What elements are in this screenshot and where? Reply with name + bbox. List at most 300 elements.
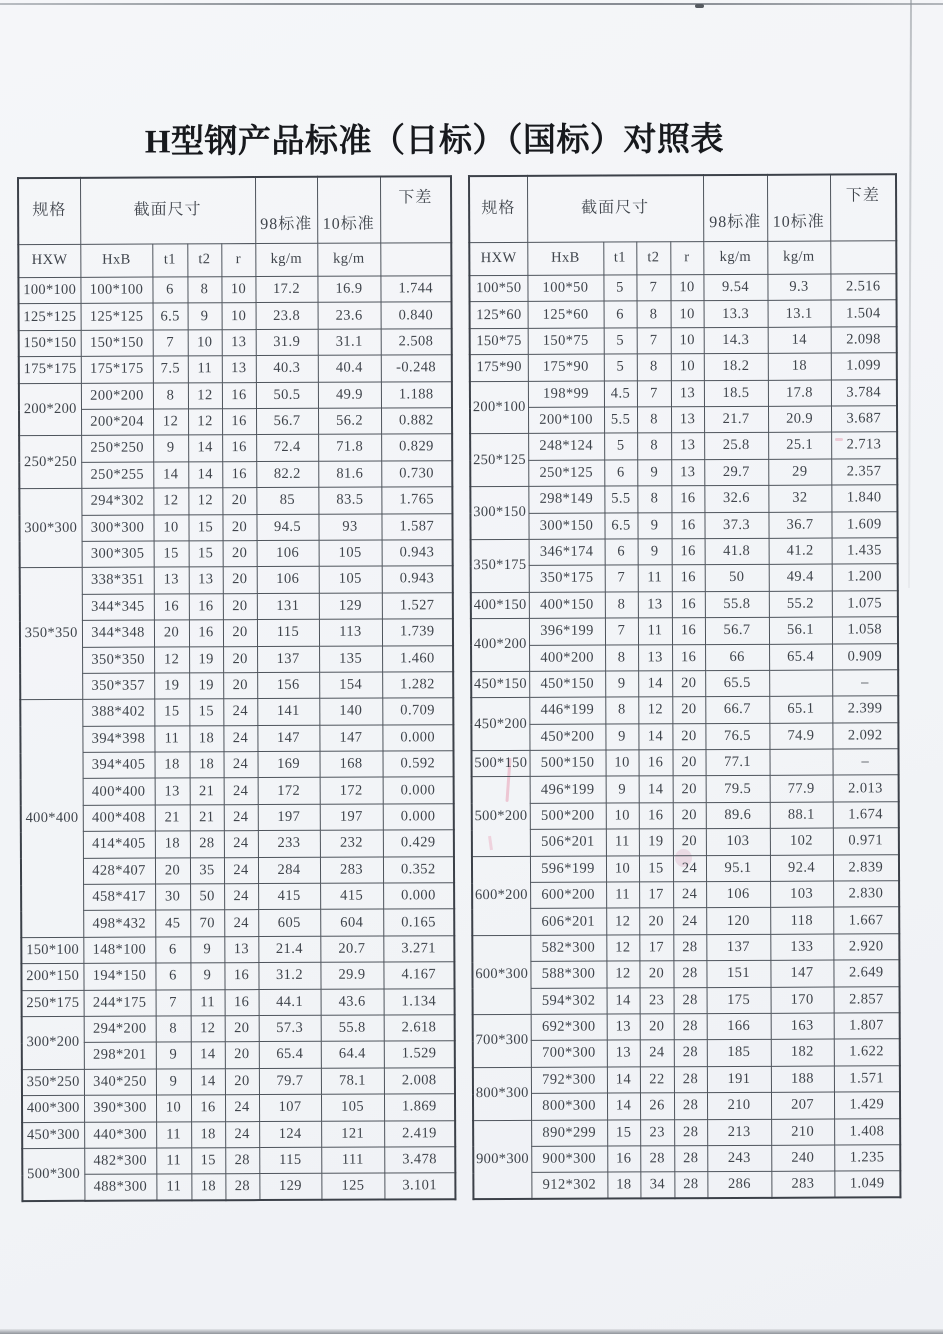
data-cell: 10 [221, 277, 255, 304]
data-cell: 24 [224, 778, 258, 805]
data-cell: 30 [155, 884, 190, 911]
data-cell: 105 [319, 566, 382, 593]
data-cell: 11 [638, 618, 672, 645]
data-cell: – [832, 670, 898, 697]
data-cell: 125*60 [528, 301, 604, 328]
header-t2: t2 [636, 242, 670, 275]
header-empty [380, 243, 451, 276]
data-cell: 21.7 [704, 406, 768, 433]
data-cell: 24 [224, 910, 258, 937]
table-row [19, 329, 452, 357]
table-row [473, 1013, 900, 1041]
data-cell: 10 [606, 803, 639, 830]
data-cell: 172 [320, 777, 383, 804]
data-cell: 25.1 [768, 432, 831, 459]
data-cell: 72.4 [256, 435, 318, 462]
header-hxb: HxB [527, 242, 603, 275]
data-cell: 1.099 [831, 353, 897, 380]
data-cell: 14.3 [704, 327, 768, 354]
standards-table-right [468, 173, 901, 1201]
spec-cell: 500*300 [22, 1148, 84, 1201]
spec-cell: 250*250 [19, 436, 81, 489]
header-deviation: 下差 [380, 176, 451, 243]
data-cell: 43.6 [321, 989, 384, 1016]
data-cell: 20 [673, 750, 706, 777]
data-cell: 6 [604, 301, 637, 328]
data-cell: 1.840 [831, 485, 897, 512]
data-cell: 124 [259, 1121, 321, 1148]
data-cell: 20 [223, 567, 257, 594]
data-cell: 137 [706, 934, 770, 961]
data-cell: 0.909 [832, 643, 898, 670]
data-cell: 100*50 [527, 275, 603, 302]
data-cell: 2.618 [384, 1015, 455, 1042]
data-cell: 14 [607, 987, 640, 1014]
table-row [21, 830, 454, 858]
data-cell: 16.9 [317, 276, 380, 303]
table-row [18, 276, 451, 304]
data-cell: 17 [639, 935, 673, 962]
header-section-size: 截面尺寸 [80, 177, 255, 245]
data-cell: 10 [188, 330, 222, 357]
data-cell: 120 [706, 908, 770, 935]
data-cell: 40.4 [318, 355, 381, 382]
data-cell: 700*300 [531, 1040, 607, 1067]
data-cell: 250*255 [81, 462, 153, 489]
data-cell: 2.713 [831, 432, 897, 459]
data-cell: 23.6 [318, 302, 381, 329]
data-cell: 604 [320, 909, 383, 936]
data-cell: 79.5 [706, 776, 770, 803]
table-row [21, 936, 454, 964]
data-cell: 16 [222, 435, 256, 462]
data-cell: 9 [190, 937, 224, 964]
data-cell: 70 [190, 910, 224, 937]
data-cell: 147 [257, 725, 319, 752]
spec-cell: 125*125 [19, 304, 81, 331]
table-row [473, 1145, 900, 1173]
data-cell: 20 [222, 488, 256, 515]
data-cell: 103 [706, 829, 770, 856]
data-cell: 191 [707, 1066, 771, 1093]
data-cell: 14 [639, 776, 673, 803]
data-cell: 8 [637, 433, 671, 460]
data-cell: 18 [155, 831, 190, 858]
data-cell: 1.429 [834, 1092, 900, 1119]
data-cell: 11 [606, 882, 639, 909]
table-row [471, 722, 898, 750]
data-cell: 14 [638, 723, 672, 750]
data-cell: 1.075 [832, 590, 898, 617]
data-cell: 233 [258, 831, 320, 858]
data-cell: 16 [222, 409, 256, 436]
data-cell: 137 [257, 646, 319, 673]
data-cell: 400*400 [83, 778, 155, 805]
header-row-2 [469, 241, 896, 276]
data-cell: 28 [190, 831, 224, 858]
data-cell: 15 [191, 1148, 225, 1175]
data-cell: 8 [156, 1016, 191, 1043]
data-cell: 12 [606, 961, 639, 988]
data-cell: 8 [637, 486, 671, 513]
data-cell: 9 [638, 539, 672, 566]
data-cell: 1.571 [834, 1066, 900, 1093]
data-cell: 16 [191, 1095, 225, 1122]
data-cell: 106 [257, 540, 319, 567]
data-cell: 115 [257, 619, 319, 646]
data-cell: 7 [637, 380, 671, 407]
data-cell: 24 [225, 1121, 259, 1148]
data-cell: 16 [189, 593, 223, 620]
header-t1: t1 [603, 242, 636, 275]
data-cell: 19 [189, 673, 223, 700]
data-cell: 294*302 [81, 488, 153, 515]
data-cell: 496*199 [530, 777, 606, 804]
data-cell: 185 [707, 1040, 771, 1067]
spec-cell: 400*300 [22, 1095, 84, 1122]
data-cell: 12 [188, 409, 222, 436]
data-cell: 65.1 [769, 696, 832, 723]
table-row [472, 881, 899, 909]
data-cell: 20 [225, 1068, 259, 1095]
data-cell: 66 [705, 644, 769, 671]
data-cell: 105 [319, 540, 382, 567]
data-cell: 2.098 [831, 327, 897, 354]
data-cell: 283 [320, 857, 383, 884]
spec-cell: 300*300 [19, 488, 81, 567]
data-cell: 74.9 [769, 723, 832, 750]
data-cell: 298*201 [84, 1042, 156, 1069]
table-row [19, 381, 452, 409]
data-cell: 9.54 [703, 274, 767, 301]
data-cell: 16 [672, 644, 705, 671]
data-cell: 6 [155, 937, 190, 964]
data-cell: 28 [674, 987, 707, 1014]
table-row [20, 540, 453, 568]
data-cell: 12 [638, 697, 672, 724]
spec-cell: 450*300 [22, 1122, 84, 1149]
data-cell: 605 [258, 910, 320, 937]
spec-cell: 900*300 [473, 1120, 531, 1199]
data-cell: 50 [190, 884, 224, 911]
data-cell: 350*357 [82, 673, 154, 700]
data-cell: 4.5 [604, 381, 637, 408]
data-cell: 500*150 [530, 750, 606, 777]
data-cell: 28 [674, 1172, 707, 1199]
data-cell: 24 [225, 1095, 259, 1122]
data-cell: 6.5 [153, 303, 188, 330]
data-cell: 450*200 [529, 724, 605, 751]
data-cell: 3.101 [384, 1173, 455, 1200]
data-cell: 2.013 [833, 775, 899, 802]
data-cell: 0.709 [382, 698, 453, 725]
data-cell: -0.248 [381, 355, 452, 382]
data-cell: 77.1 [706, 749, 770, 776]
data-cell: 10 [606, 856, 639, 883]
header-empty [830, 241, 896, 274]
data-cell: 129 [259, 1174, 321, 1201]
table-row [20, 724, 453, 752]
header-std98: 98标准 [255, 176, 317, 243]
spec-cell: 175*90 [470, 355, 528, 382]
data-cell: 55.8 [705, 591, 769, 618]
data-cell: 56.2 [318, 408, 381, 435]
data-cell: 92.4 [770, 855, 833, 882]
table-row [19, 487, 452, 515]
header-unit-98: kg/m [703, 241, 767, 274]
data-cell: 19 [639, 829, 673, 856]
table-row [20, 619, 453, 647]
data-cell: 18 [154, 752, 189, 779]
data-cell: 16 [639, 803, 673, 830]
data-cell: 300*305 [82, 541, 154, 568]
data-cell: 298*149 [528, 486, 604, 513]
spec-cell: 800*300 [473, 1067, 531, 1120]
data-cell: 14 [607, 1067, 640, 1094]
data-cell: 428*407 [83, 858, 155, 885]
data-cell: 16 [672, 591, 705, 618]
data-cell: 10 [671, 354, 704, 381]
data-cell: 28 [674, 1093, 707, 1120]
data-cell: 56.7 [256, 408, 318, 435]
data-cell: 1.408 [834, 1118, 900, 1145]
header-hxb: HxB [80, 244, 152, 277]
data-cell: 103 [770, 881, 833, 908]
data-cell: 8 [605, 644, 638, 671]
data-cell: 9 [637, 512, 671, 539]
data-cell: 29.7 [704, 459, 768, 486]
data-cell: 210 [771, 1119, 834, 1146]
header-hxw: HXW [18, 244, 80, 277]
data-cell: 20.7 [320, 936, 383, 963]
data-cell: 2.857 [834, 986, 900, 1013]
data-cell: 5 [604, 354, 637, 381]
data-cell: 10 [606, 750, 639, 777]
data-cell: 40.3 [256, 356, 318, 383]
data-cell: 78.1 [321, 1068, 384, 1095]
data-cell: 18.5 [704, 380, 768, 407]
data-cell: 350*175 [529, 565, 605, 592]
data-cell: 93 [318, 514, 381, 541]
spec-cell: 500*150 [472, 750, 530, 777]
header-std10: 10标准 [317, 176, 380, 243]
header-t1: t1 [152, 244, 187, 277]
data-cell: 113 [319, 619, 382, 646]
data-cell: 13 [607, 1040, 640, 1067]
data-cell: 7 [605, 565, 638, 592]
header-row-1 [469, 174, 896, 243]
data-cell: 210 [707, 1092, 771, 1119]
data-cell: 20 [673, 776, 706, 803]
table-row [471, 590, 898, 618]
data-cell: 175*175 [81, 356, 153, 383]
data-cell: 600*200 [530, 882, 606, 909]
data-cell: 243 [707, 1145, 771, 1172]
table-row [473, 1039, 900, 1067]
data-cell: 390*300 [84, 1095, 156, 1122]
data-cell: 7 [636, 275, 670, 302]
table-row [22, 1147, 455, 1175]
data-cell: 9 [190, 963, 224, 990]
data-cell: 9 [188, 303, 222, 330]
data-cell: 24 [224, 884, 258, 911]
data-cell: 125 [321, 1173, 384, 1200]
data-cell: 20 [672, 723, 705, 750]
table-row [471, 564, 898, 592]
data-cell: 17 [639, 882, 673, 909]
data-cell: 1.609 [831, 511, 897, 538]
data-cell: 26 [640, 1093, 674, 1120]
spec-cell: 175*175 [19, 357, 81, 384]
data-cell: 11 [156, 1121, 191, 1148]
table-row [472, 828, 899, 856]
data-cell: 1.667 [833, 907, 899, 934]
data-cell: 20 [672, 671, 705, 698]
data-cell: 12 [188, 488, 222, 515]
data-cell: 194*150 [83, 963, 155, 990]
data-cell: 18 [607, 1172, 640, 1199]
data-cell: 20 [154, 620, 189, 647]
data-cell: 20 [640, 1014, 674, 1041]
data-cell: 81.6 [318, 461, 381, 488]
data-cell: 16 [607, 1146, 640, 1173]
spec-cell: 300*150 [470, 487, 528, 540]
data-cell: 168 [320, 751, 383, 778]
data-cell: 14 [191, 1042, 225, 1069]
data-cell: 56.7 [705, 617, 769, 644]
header-unit-10: kg/m [767, 241, 830, 274]
table-row [470, 353, 897, 381]
data-cell: 18 [191, 1174, 225, 1201]
spec-cell: 700*300 [473, 1014, 531, 1067]
data-cell: 8 [605, 592, 638, 619]
header-std98: 98标准 [703, 174, 767, 241]
data-cell: 121 [321, 1121, 384, 1148]
data-cell: 250*250 [81, 435, 153, 462]
data-cell: 28 [674, 1119, 707, 1146]
data-cell: 346*174 [529, 539, 605, 566]
data-cell: 488*300 [84, 1174, 156, 1201]
data-cell: 9 [153, 435, 188, 462]
table-row [470, 459, 897, 487]
data-cell: 1.807 [834, 1013, 900, 1040]
data-cell: 340*250 [84, 1069, 156, 1096]
data-cell: 85 [256, 487, 318, 514]
data-cell: 0.971 [833, 828, 899, 855]
data-cell: 7.5 [153, 356, 188, 383]
data-cell: 13.3 [704, 301, 768, 328]
spec-cell: 250*125 [470, 434, 528, 487]
data-cell: 150*75 [528, 328, 604, 355]
data-cell: 482*300 [84, 1148, 156, 1175]
spec-cell: 350*350 [20, 568, 83, 700]
data-cell: 14 [191, 1068, 225, 1095]
data-cell: 20 [223, 646, 257, 673]
data-cell: 9 [156, 1042, 191, 1069]
data-cell: 415 [258, 883, 320, 910]
scan-bottom-edge [0, 1329, 943, 1334]
data-cell: 45 [155, 910, 190, 937]
data-cell: 8 [187, 277, 221, 304]
data-cell: 13 [155, 778, 190, 805]
data-cell: 20 [673, 802, 706, 829]
data-cell: 11 [606, 829, 639, 856]
table-row [19, 460, 452, 488]
data-cell [769, 670, 832, 697]
spec-cell: 150*150 [19, 330, 81, 357]
data-cell: 8 [153, 382, 188, 409]
data-cell: 9 [605, 724, 638, 751]
table-row [22, 988, 455, 1016]
data-cell: 19 [189, 646, 223, 673]
data-cell: 244*175 [84, 990, 156, 1017]
table-row [20, 645, 453, 673]
data-cell: 3.784 [831, 379, 897, 406]
table-row [22, 1094, 455, 1122]
data-cell: 175 [707, 987, 771, 1014]
data-cell: 606*201 [530, 908, 606, 935]
data-cell: 7 [153, 330, 188, 357]
data-cell: 1.739 [382, 619, 453, 646]
data-cell: 41.8 [705, 538, 769, 565]
table-row [19, 302, 452, 330]
data-cell: 169 [258, 751, 320, 778]
data-cell: 37.3 [704, 512, 768, 539]
data-cell: 94.5 [256, 514, 318, 541]
data-cell: 6 [605, 539, 638, 566]
data-cell: 18.2 [704, 354, 768, 381]
data-cell: 65.4 [769, 644, 832, 671]
data-cell: 2.830 [833, 881, 899, 908]
data-cell: 12 [606, 908, 639, 935]
table-row [22, 1120, 455, 1148]
data-cell: 1.188 [381, 381, 452, 408]
spec-cell: 100*100 [18, 277, 80, 304]
table-row [19, 434, 452, 462]
data-cell: 338*351 [82, 567, 154, 594]
data-cell: 28 [674, 1040, 707, 1067]
data-cell: 21 [190, 805, 224, 832]
data-cell: 82.2 [256, 461, 318, 488]
data-cell: 394*398 [82, 726, 154, 753]
table-row [471, 643, 898, 671]
spec-cell: 200*100 [470, 381, 528, 434]
data-cell: 170 [771, 987, 834, 1014]
data-cell: 12 [606, 935, 639, 962]
header-deviation: 下差 [830, 174, 896, 241]
data-cell: 102 [770, 828, 833, 855]
table-row [473, 1066, 900, 1094]
data-cell: 31.2 [258, 962, 320, 989]
data-cell: 32.6 [704, 485, 768, 512]
table-row [470, 327, 897, 355]
data-cell: 0.882 [381, 408, 452, 435]
table-row [21, 777, 454, 805]
data-cell: 31.9 [256, 329, 318, 356]
header-std10: 10标准 [767, 174, 830, 241]
data-cell: 284 [258, 857, 320, 884]
data-cell: 49.4 [769, 564, 832, 591]
data-cell: 172 [258, 778, 320, 805]
data-cell: 7 [156, 989, 191, 1016]
data-cell: 400*408 [83, 805, 155, 832]
data-cell: 2.399 [832, 696, 898, 723]
data-cell: 1.504 [831, 300, 897, 327]
data-cell: 4.167 [383, 962, 454, 989]
data-cell: 31.1 [318, 329, 381, 356]
data-cell: 2.516 [830, 274, 896, 301]
data-cell: 458*417 [83, 884, 155, 911]
